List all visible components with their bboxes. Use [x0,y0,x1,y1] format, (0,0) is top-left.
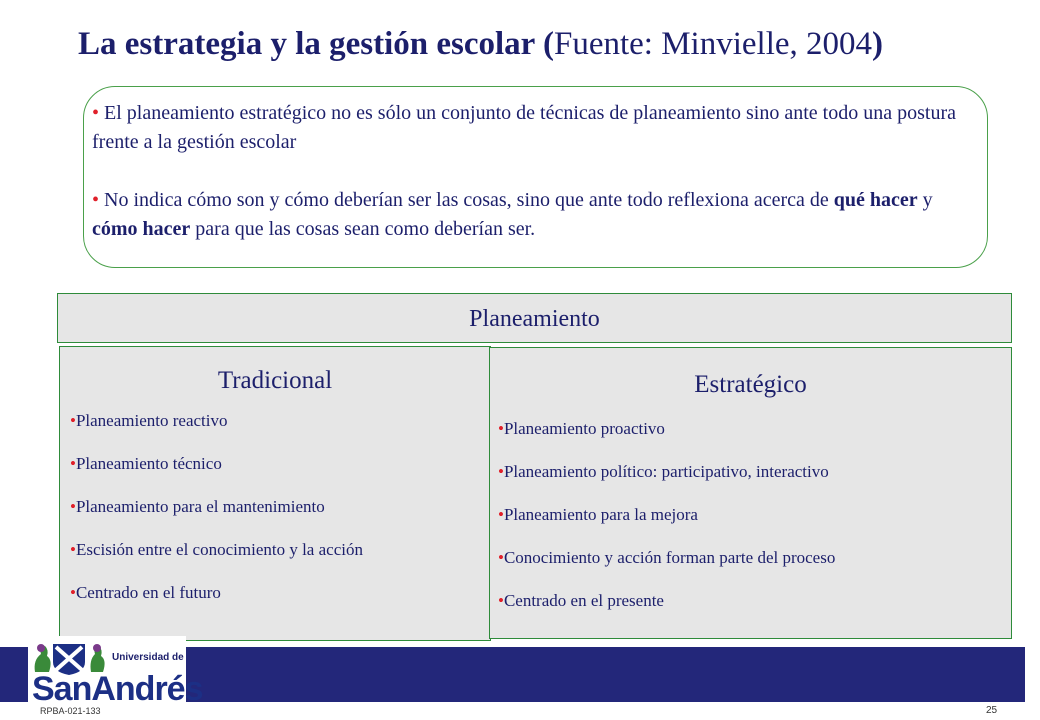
intro-paragraph-1 [92,99,971,157]
bullet-icon: • [498,462,504,481]
list-item: •Planeamiento para el mantenimiento [70,497,325,516]
bullet-icon: • [70,583,76,602]
intro-emphasis-como-hacer: cómo hacer [92,218,191,240]
bullet-icon: • [498,505,504,524]
document-code: RPBA-021-133 [40,706,101,716]
list-item: •Planeamiento proactivo [498,419,665,438]
list-item: •Centrado en el futuro [70,583,221,602]
title-paren-open: ( [534,26,554,62]
list-item: •Planeamiento técnico [70,454,222,473]
bullet-icon: • [498,419,504,438]
bullet-icon: • [92,189,100,211]
bullet-icon: • [498,591,504,610]
bullet-icon: • [498,548,504,567]
intro-text-1: El planeamiento estratégico no es sólo un conjunto de técnicas de planeamiento sino ante todo una postura frente a la gestión escolar [92,102,956,153]
intro-paragraph-2 [92,186,971,244]
estrategico-box [489,347,1012,639]
slide-title [78,26,978,63]
bullet-icon: • [92,102,100,124]
intro-text-2d: para que las cosas sean como deberían ser. [190,218,536,240]
list-item: •Planeamiento reactivo [70,411,228,430]
estrategico-list [490,399,1011,611]
list-item: •Planeamiento político: participativo, interactivo [498,462,829,481]
logo-university-text: Universidad de [112,652,184,663]
title-paren-close: ) [872,26,884,62]
tradicional-list [60,395,490,603]
title-main: La estrategia y la gestión escolar [78,26,535,62]
university-logo [28,636,203,708]
list-item: •Centrado en el presente [498,591,664,610]
intro-emphasis-que-hacer: qué hacer [833,189,918,211]
bullet-icon: • [70,411,76,430]
tradicional-heading: Tradicional [217,367,333,394]
planeamiento-header: Planeamiento [57,293,1012,343]
logo-name-text: SanAndrés [32,670,203,708]
intro-text-2a: No indica cómo son y cómo deberían ser las cosas, sino que ante todo reflexiona acerca de [99,189,834,211]
estrategico-heading: Estratégico [694,371,807,398]
list-item: •Planeamiento para la mejora [498,505,698,524]
tradicional-box [59,346,491,641]
list-item: •Conocimiento y acción forman parte del proceso [498,548,836,567]
list-item: •Escisión entre el conocimiento y la acción [70,540,363,559]
page-number: 25 [986,705,998,716]
title-source: Fuente: Minvielle, 2004 [553,26,873,62]
intro-text-2c: y [917,189,933,211]
intro-box [83,86,988,268]
bullet-icon: • [70,454,76,473]
bullet-icon: • [70,540,76,559]
bullet-icon: • [70,497,76,516]
